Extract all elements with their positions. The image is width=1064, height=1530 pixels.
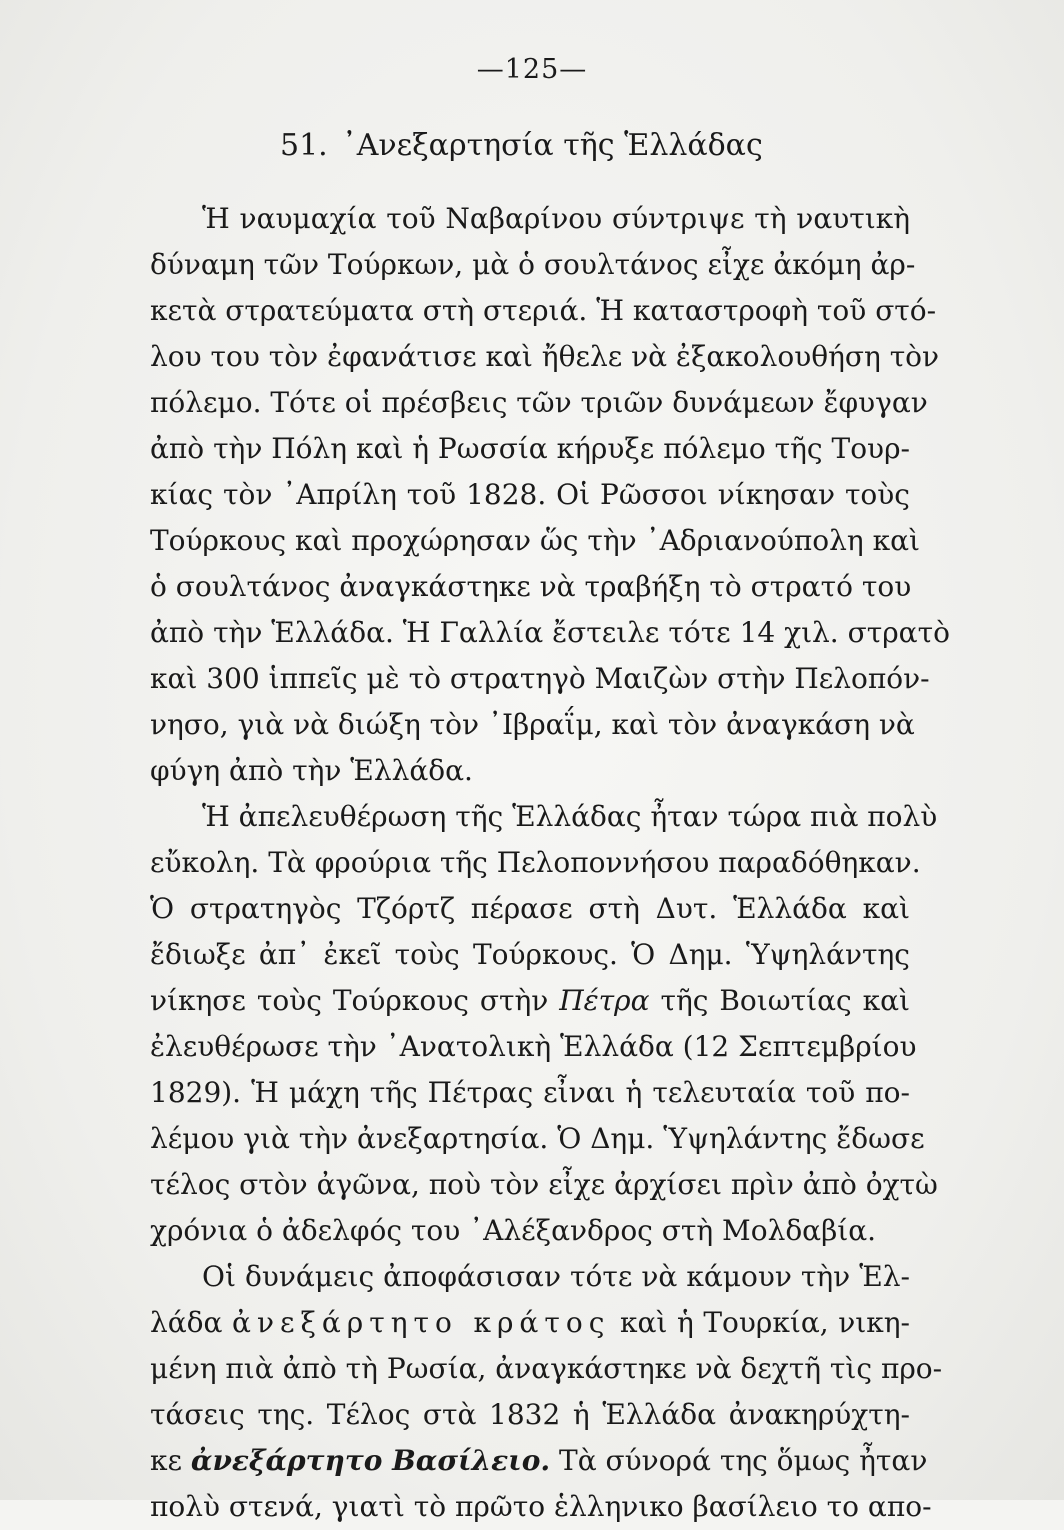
- text-line: τέλος στὸν ἀγῶνα, ποὺ τὸν εἶχε ἀρχίσει πρὶν ἀπὸ ὀχτὼ: [150, 1168, 938, 1201]
- text-line: πόλεμο. Τότε οἱ πρέσβεις τῶν τριῶν δυνάμεων ἔφυγαν: [150, 386, 928, 419]
- text-line: ἀπὸ τὴν Ἑλλάδα. Ἡ Γαλλία ἔστειλε τότε 14 χιλ. στρατὸ: [150, 616, 950, 649]
- text-line: [150, 978, 910, 1024]
- text-line: κετὰ στρατεύματα στὴ στεριά. Ἡ καταστροφὴ τοῦ στό-: [150, 294, 937, 327]
- text-run: κε: [150, 1444, 191, 1477]
- text-line: ἔδιωξε ἀπ᾿ ἐκεῖ τοὺς Τούρκους. Ὁ Δημ. Ὑψηλάντης: [150, 938, 910, 971]
- text-line: νησο, γιὰ νὰ διώξη τὸν ᾿Ιβραΐμ, καὶ τὸν ἀναγκάση νὰ: [150, 708, 915, 741]
- text-line: Ἡ ναυμαχία τοῦ Ναβαρίνου σύντριψε τὴ ναυτικὴ: [202, 202, 910, 235]
- text-line: Ἡ ἀπελευθέρωση τῆς Ἑλλάδας ἦταν τώρα πιὰ πολὺ: [202, 800, 938, 833]
- text-run: τῆς Βοιωτίας καὶ: [649, 984, 910, 1017]
- text-line: μένη πιὰ ἀπὸ τὴ Ρωσία, ἀναγκάστηκε νὰ δεχτῆ τὶς προ-: [150, 1352, 943, 1385]
- text-line: φύγη ἀπὸ τὴν Ἑλλάδα.: [150, 754, 473, 787]
- text-line: καὶ 300 ἱππεῖς μὲ τὸ στρατηγὸ Μαιζὼν στὴν Πελοπόν-: [150, 662, 930, 695]
- text-line: χρόνια ὁ ἀδελφός του ᾿Αλέξανδρος στὴ Μολδαβία.: [150, 1214, 877, 1247]
- text-run: νίκησε τοὺς Τούρκους στὴν: [150, 984, 560, 1017]
- spaced-emphasis: ἀνεξάρτητο κράτος: [232, 1306, 611, 1339]
- text-line: ὁ σουλτάνος ἀναγκάστηκε νὰ τραβήξη τὸ στρατό του: [150, 570, 912, 603]
- text-line: εὔκολη. Τὰ φρούρια τῆς Πελοποννήσου παραδόθηκαν.: [150, 846, 921, 879]
- text-line: τάσεις της. Τέλος στὰ 1832 ἡ Ἑλλάδα ἀνακηρύχτη-: [150, 1398, 910, 1431]
- text-line: λέμου γιὰ τὴν ἀνεξαρτησία. Ὁ Δημ. Ὑψηλάντης ἔδωσε: [150, 1122, 925, 1155]
- text-line: ἀπὸ τὴν Πόλη καὶ ἡ Ρωσσία κήρυξε πόλεμο τῆς Τουρ-: [150, 432, 910, 465]
- text-run: Τὰ σύνορά της ὅμως ἦταν: [550, 1444, 928, 1477]
- text-line: Τούρκους καὶ προχώρησαν ὥς τὴν ᾿Αδριανούπολη καὶ: [150, 524, 920, 557]
- text-line: [150, 1300, 910, 1346]
- text-line: [150, 1438, 928, 1484]
- bold-italic-emphasis: ἀνεξάρτητο Βασίλειο.: [190, 1444, 551, 1477]
- text-line: δύναμη τῶν Τούρκων, μὰ ὁ σουλτάνος εἶχε ἀκόμη ἀρ-: [150, 248, 916, 281]
- body-text: [150, 196, 950, 1530]
- text-line: Ὁ στρατηγὸς Τζόρτζ πέρασε στὴ Δυτ. Ἑλλάδα καὶ: [150, 892, 910, 925]
- italic-place-name: Πέτρα: [559, 984, 650, 1017]
- section-heading: [280, 128, 763, 163]
- text-line: ἐλευθέρωσε τὴν ᾿Ανατολικὴ Ἑλλάδα (12 Σεπτεμβρίου: [150, 1030, 917, 1063]
- page-number: —125—: [476, 54, 588, 85]
- section-number: 51.: [280, 128, 328, 163]
- text-line: Οἱ δυνάμεις ἀποφάσισαν τότε νὰ κάμουν τὴν Ἑλ-: [202, 1260, 910, 1293]
- text-line: 1829). Ἡ μάχη τῆς Πέτρας εἶναι ἡ τελευταία τοῦ πο-: [150, 1076, 910, 1109]
- text-run: λάδα: [150, 1306, 233, 1339]
- text-line: λου του τὸν ἐφανάτισε καὶ ἤθελε νὰ ἐξακολουθήση τὸν: [150, 340, 940, 373]
- text-line: πολὺ στενά, γιατὶ τὸ πρῶτο ἑλληνικο βασίλειο το απο-: [150, 1490, 932, 1523]
- text-run: καὶ ἡ Τουρκία, νικη-: [610, 1306, 910, 1339]
- section-title: ᾿Ανεξαρτησία τῆς Ἑλλάδας: [341, 128, 763, 163]
- text-line: κίας τὸν ᾿Απρίλη τοῦ 1828. Οἱ Ρῶσσοι νίκησαν τοὺς: [150, 478, 910, 511]
